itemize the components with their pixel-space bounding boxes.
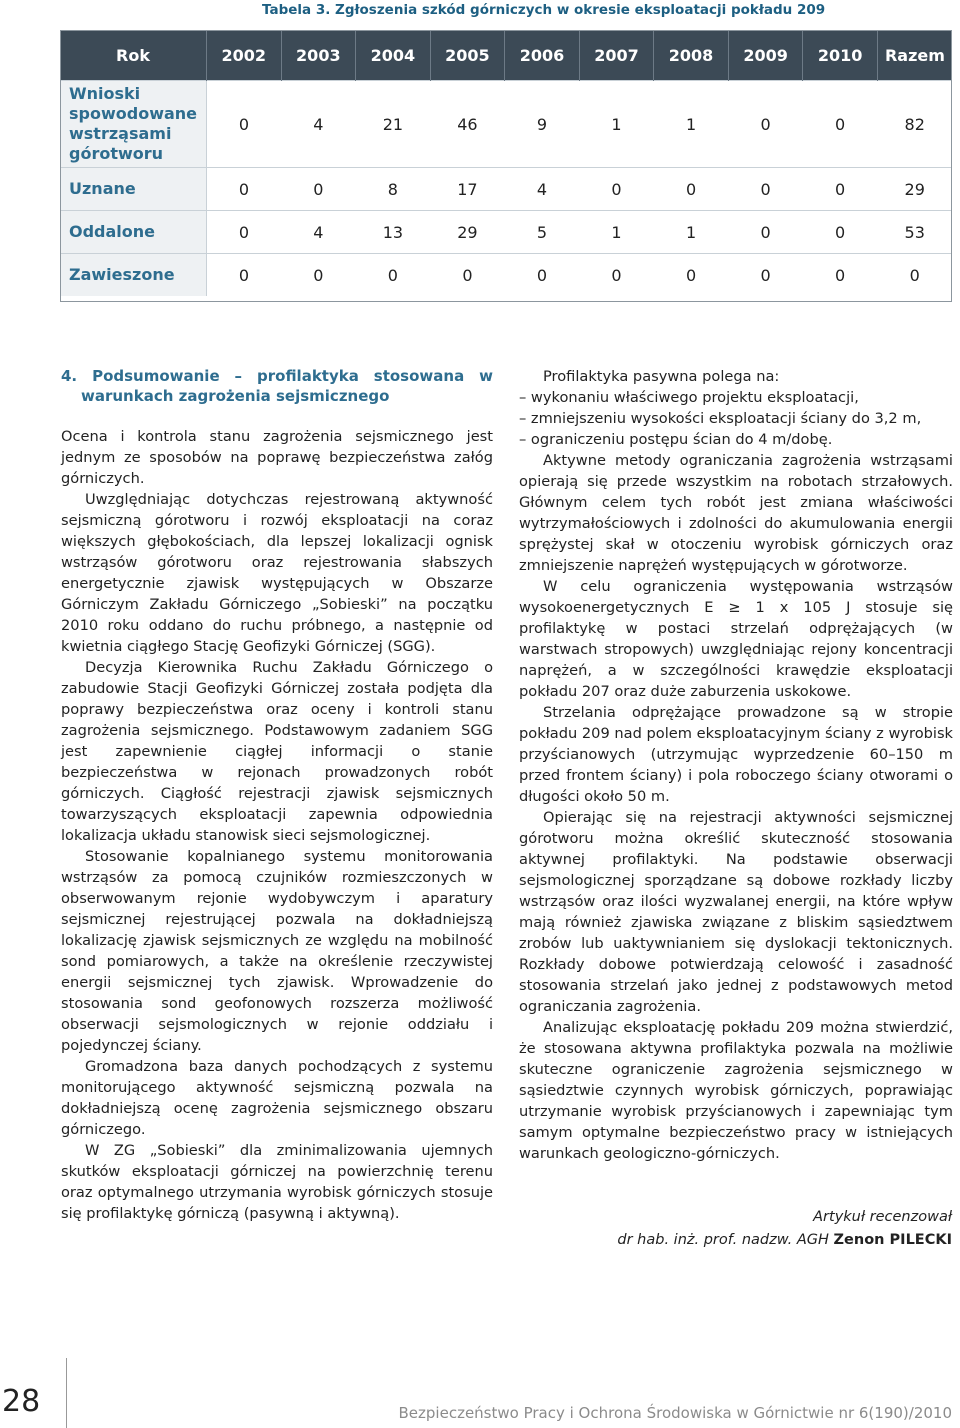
table-cell: 1 <box>654 81 729 168</box>
table-cell: 0 <box>803 168 878 211</box>
paragraph: Uwzględniając dotychczas rejestrowaną aktywność sejsmiczną górotworu i rozwój eksploatacji na coraz większych głębokościach, dla lepszej lokalizacji ognisk wstrząsów górotworu oraz rejestrowania słabszych energetycznie zjawisk występujących w Obszarze Górniczym Zakładu Górniczego „Sobieski” na początku 2010 roku oddano do ruchu próbnego, a następnie od kwietnia ciągłego Stację Geofizyki Górniczej (SGG). <box>61 491 493 655</box>
header-cell: 2006 <box>505 30 580 81</box>
table-cell: 1 <box>579 211 654 254</box>
table-cell: 4 <box>505 168 580 211</box>
table-cell: 0 <box>207 81 282 168</box>
row-label: Oddalone <box>60 211 207 254</box>
paragraph: W celu ograniczenia występowania wstrząsów wysokoenergetycznych E ≥ 1 x 105 J stosuje się profilaktykę w postaci strzelań odprężających (w warstwach stropowych) uwzględniając rejony koncentracji naprężeń, a w szczególności krawędzie eksploatacji pokładu 207 oraz duże zaburzenia uskokowe. <box>519 578 953 700</box>
journal-footer: Bezpieczeństwo Pracy i Ochrona Środowiska w Górnictwie nr 6(190)/2010 <box>398 1404 952 1422</box>
table-row <box>60 211 952 254</box>
header-cell: Razem <box>877 30 952 81</box>
table-cell: 0 <box>654 168 729 211</box>
table-caption: Tabela 3. Zgłoszenia szkód górniczych w okresie eksploatacji pokładu 209 <box>262 2 826 18</box>
table-cell: 0 <box>803 81 878 168</box>
header-cell: 2004 <box>356 30 431 81</box>
table-cell: 29 <box>877 168 952 211</box>
table-cell: 0 <box>728 254 803 297</box>
header-cell: 2002 <box>207 30 282 81</box>
header-cell: Rok <box>60 30 207 81</box>
table-row <box>60 168 952 211</box>
paragraph: Decyzja Kierownika Ruchu Zakładu Górniczego o zabudowie Stacji Geofizyki Górniczej została podjęta dla poprawy bezpieczeństwa oraz oceny i kontroli stanu zagrożenia sejsmicznego. Podstawowym zadaniem SGG jest zapewnienie ciągłej informacji o stanie bezpieczeństwa w rejonach prowadzonych robót górniczych. Ciągłość rejestracji zjawisk sejsmicznych towarzyszących eksploatacji zapewnia odpowiednia lokalizacja układu stanowisk sieci sejsmologicznej. <box>61 659 493 844</box>
header-cell: 2009 <box>728 30 803 81</box>
table-cell: 0 <box>579 168 654 211</box>
table-cell: 0 <box>281 254 356 297</box>
table-cell: 0 <box>728 168 803 211</box>
reviewer-title: dr hab. inż. prof. nadzw. AGH <box>617 1232 829 1248</box>
left-column <box>61 366 493 1224</box>
table-cell: 13 <box>356 211 431 254</box>
paragraph: W ZG „Sobieski” dla zminimalizowania ujemnych skutków eksploatacji górniczej na powierzchnię terenu oraz optymalnego utrzymania wyrobisk górniczych stosuje się profilaktykę górniczą (pasywną i aktywną). <box>61 1142 493 1222</box>
list-item: – zmniejszeniu wysokości eksploatacji ściany do 3,2 m, <box>519 410 922 427</box>
row-label: Zawieszone <box>60 254 207 297</box>
paragraph: Opierając się na rejestracji aktywności sejsmicznej górotworu można określić skuteczność stosowania aktywnej profilaktyki. Na podstawie obserwacji sejsmologicznej sporządzane są dobowe rozkłady liczby wstrząsów oraz ilości wyzwalanej energii, na które wpływ mają również zjawiska związane z bliskim sąsiedztwem zrobów lub uaktywnianiem się dyslokacji tektonicznych. Rozkłady dobowe potwierdzają celowość i zasadność stosowania strzelań jako jednej z podstawowych metod ograniczania zagrożenia. <box>519 809 953 1015</box>
table-cell: 4 <box>281 81 356 168</box>
table-cell: 4 <box>281 211 356 254</box>
list-item: – ograniczeniu postępu ścian do 4 m/dobę. <box>519 431 833 448</box>
table-cell: 46 <box>430 81 505 168</box>
table-cell: 0 <box>207 168 282 211</box>
header-cell: 2005 <box>430 30 505 81</box>
claims-table <box>60 30 952 296</box>
table-cell: 9 <box>505 81 580 168</box>
page-number: 28 <box>2 1384 41 1419</box>
passive-measures-list <box>519 387 953 450</box>
table-cell: 0 <box>281 168 356 211</box>
paragraph: Gromadzona baza danych pochodzących z systemu monitorującego aktywność sejsmiczną pozwala na dokładniejszą ocenę zagrożenia sejsmicznego obszaru górniczego. <box>61 1058 493 1138</box>
reviewer-label: Artykuł recenzował <box>813 1209 952 1225</box>
table-cell: 53 <box>877 211 952 254</box>
table-cell: 0 <box>356 254 431 297</box>
table-cell: 5 <box>505 211 580 254</box>
table-cell: 1 <box>579 81 654 168</box>
table-header-row <box>60 30 952 81</box>
reviewer-note <box>617 1206 952 1252</box>
table-cell: 8 <box>356 168 431 211</box>
table-cell: 0 <box>579 254 654 297</box>
table-cell: 82 <box>877 81 952 168</box>
table-cell: 0 <box>877 254 952 297</box>
table-cell: 29 <box>430 211 505 254</box>
reviewer-name: Zenon PILECKI <box>833 1232 952 1248</box>
footer-divider <box>66 1358 67 1428</box>
table-cell: 0 <box>654 254 729 297</box>
table-cell: 0 <box>430 254 505 297</box>
table-cell: 0 <box>728 211 803 254</box>
table-cell: 0 <box>207 211 282 254</box>
header-cell: 2003 <box>281 30 356 81</box>
paragraph: Ocena i kontrola stanu zagrożenia sejsmicznego jest jednym ze sposobów na poprawę bezpieczeństwa załóg górniczych. <box>61 428 493 487</box>
table-cell: 1 <box>654 211 729 254</box>
table-cell: 0 <box>803 211 878 254</box>
table-cell: 17 <box>430 168 505 211</box>
paragraph: Aktywne metody ograniczania zagrożenia wstrząsami opierają się przede wszystkim na robotach strzałowych. Głównym celem tych robót jest zmiana właściwości wytrzymałościowych i zdolności do akumulowania energii sprężystej skał w otoczeniu wyrobisk górniczych oraz zmniejszenie naprężeń występujących w górotworze. <box>519 452 953 574</box>
table-cell: 0 <box>803 254 878 297</box>
row-label: Uznane <box>60 168 207 211</box>
table-cell: 21 <box>356 81 431 168</box>
header-cell: 2007 <box>579 30 654 81</box>
header-cell: 2008 <box>654 30 729 81</box>
list-item: – wykonaniu właściwego projektu eksploatacji, <box>519 389 859 406</box>
row-label: Wnioski spowodowane wstrząsami górotworu <box>60 81 207 168</box>
table-row <box>60 81 952 168</box>
table-cell: 0 <box>207 254 282 297</box>
paragraph: Analizując eksploatację pokładu 209 można stwierdzić, że stosowana aktywna profilaktyka pozwala na możliwie skuteczne ograniczenie zagrożenia sejsmicznego w sąsiedztwie czynnych wyrobisk górniczych, poprawiając utrzymanie wyrobisk przyścianowych i zapewniając tym samym optymalne bezpieczeństwo pracy w istniejących warunkach geologiczno-górniczych. <box>519 1019 953 1162</box>
right-column <box>519 366 953 1164</box>
paragraph: Strzelania odprężające prowadzone są w stropie pokładu 209 nad polem eksploatacyjnym ściany z wyrobisk przyścianowych (utrzymując wyprzedzenie 60–150 m przed frontem ściany) i pola roboczego ściany otworami o długości około 50 m. <box>519 704 953 805</box>
section-heading: 4. Podsumowanie – profilaktyka stosowana w warunkach zagrożenia sejsmicznego <box>61 367 493 405</box>
header-cell: 2010 <box>803 30 878 81</box>
table-cell: 0 <box>505 254 580 297</box>
table-cell: 0 <box>728 81 803 168</box>
paragraph: Stosowanie kopalnianego systemu monitorowania wstrząsów za pomocą czujników rozmieszczonych w obserwowanym rejonie wydobywczym i aparatury sejsmicznej rejestrującej pozwala na dokładniejszą lokalizację zjawisk sejsmicznych ze względu na mobilność sond pomiarowych, a także na określenie rzeczywistej energii sejsmicznej tych zjawisk. Wprowadzenie do stosowania sond geofonowych rozszerza możliwość obserwacji sejsmologicznych w rejonie oddziału i pojedynczej ściany. <box>61 848 493 1054</box>
paragraph: Profilaktyka pasywna polega na: <box>543 368 780 385</box>
table-row <box>60 254 952 297</box>
